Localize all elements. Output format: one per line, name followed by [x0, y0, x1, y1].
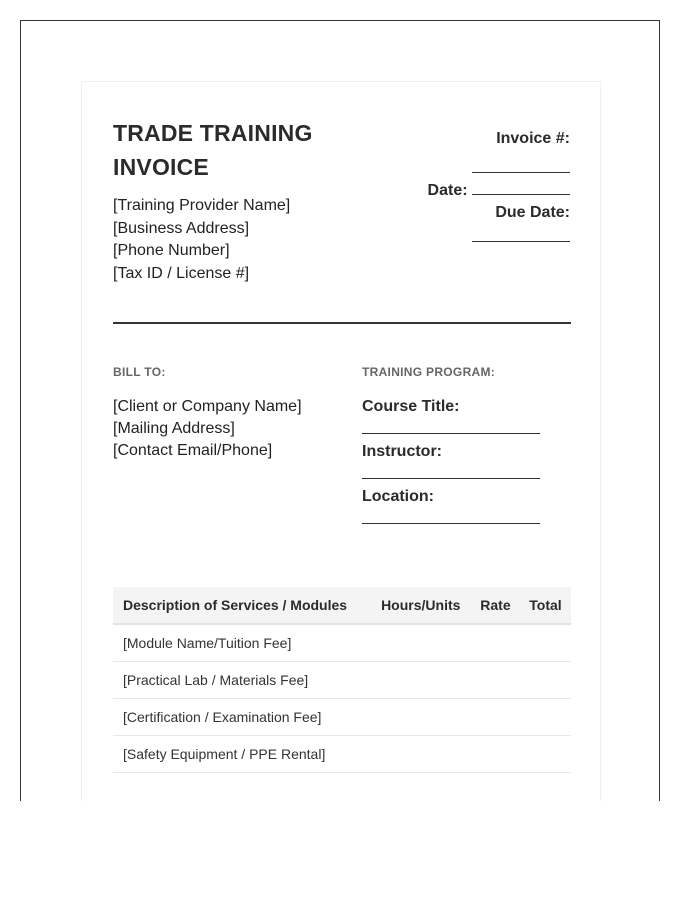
row-total[interactable] [520, 736, 571, 773]
date-field[interactable] [472, 180, 570, 195]
column-total: Total [520, 587, 571, 624]
table-row [113, 624, 571, 662]
column-hours-units: Hours/Units [370, 587, 471, 624]
invoice-number-field[interactable] [472, 158, 570, 178]
instructor-blank[interactable] [362, 478, 540, 479]
training-program-block [362, 396, 460, 531]
bill-to-heading: BILL TO: [113, 365, 166, 379]
invoice-sheet [81, 81, 601, 801]
training-program-heading: TRAINING PROGRAM: [362, 365, 496, 379]
column-description: Description of Services / Modules [113, 587, 370, 624]
table-header-row [113, 587, 571, 624]
due-date-label: Due Date: [495, 204, 570, 221]
table-row [113, 736, 571, 773]
row-description[interactable]: [Certification / Examination Fee] [113, 699, 370, 736]
row-total[interactable] [520, 662, 571, 699]
client-name: [Client or Company Name] [113, 398, 302, 415]
provider-tax-id: [Tax ID / License #] [113, 264, 250, 282]
instructor-field[interactable] [362, 441, 460, 486]
bill-to-block [113, 396, 302, 462]
client-contact: [Contact Email/Phone] [113, 442, 273, 459]
services-table [113, 587, 571, 773]
course-title-label: Course Title: [362, 398, 460, 415]
row-rate[interactable] [471, 662, 520, 699]
date-label: Date: [427, 182, 468, 199]
location-label: Location: [362, 488, 434, 505]
provider-name: [Training Provider Name] [113, 197, 291, 214]
column-rate: Rate [471, 587, 520, 624]
table-row [113, 662, 571, 699]
invoice-title: TRADE TRAINING INVOICE [113, 120, 313, 180]
provider-address: [Business Address] [113, 219, 250, 237]
instructor-label: Instructor: [362, 443, 442, 460]
client-address: [Mailing Address] [113, 420, 235, 437]
location-blank[interactable] [362, 523, 540, 524]
row-hours[interactable] [370, 662, 471, 699]
invoice-number-label: Invoice #: [496, 130, 570, 147]
course-title-blank[interactable] [362, 433, 540, 434]
row-description[interactable]: [Module Name/Tuition Fee] [113, 624, 370, 662]
table-row [113, 699, 571, 736]
invoice-meta [370, 128, 570, 258]
row-hours[interactable] [370, 736, 471, 773]
location-field[interactable] [362, 486, 460, 531]
row-rate[interactable] [471, 624, 520, 662]
row-description[interactable]: [Practical Lab / Materials Fee] [113, 662, 370, 699]
row-total[interactable] [520, 699, 571, 736]
row-hours[interactable] [370, 699, 471, 736]
row-rate[interactable] [471, 699, 520, 736]
header-divider [113, 322, 571, 324]
date-row [428, 180, 570, 202]
row-rate[interactable] [471, 736, 520, 773]
due-date-field[interactable] [472, 227, 570, 247]
provider-phone: [Phone Number] [113, 242, 230, 259]
row-description[interactable]: [Safety Equipment / PPE Rental] [113, 736, 370, 773]
provider-block [113, 195, 290, 285]
course-title-field[interactable] [362, 396, 460, 441]
row-hours[interactable] [370, 624, 471, 662]
row-total[interactable] [520, 624, 571, 662]
